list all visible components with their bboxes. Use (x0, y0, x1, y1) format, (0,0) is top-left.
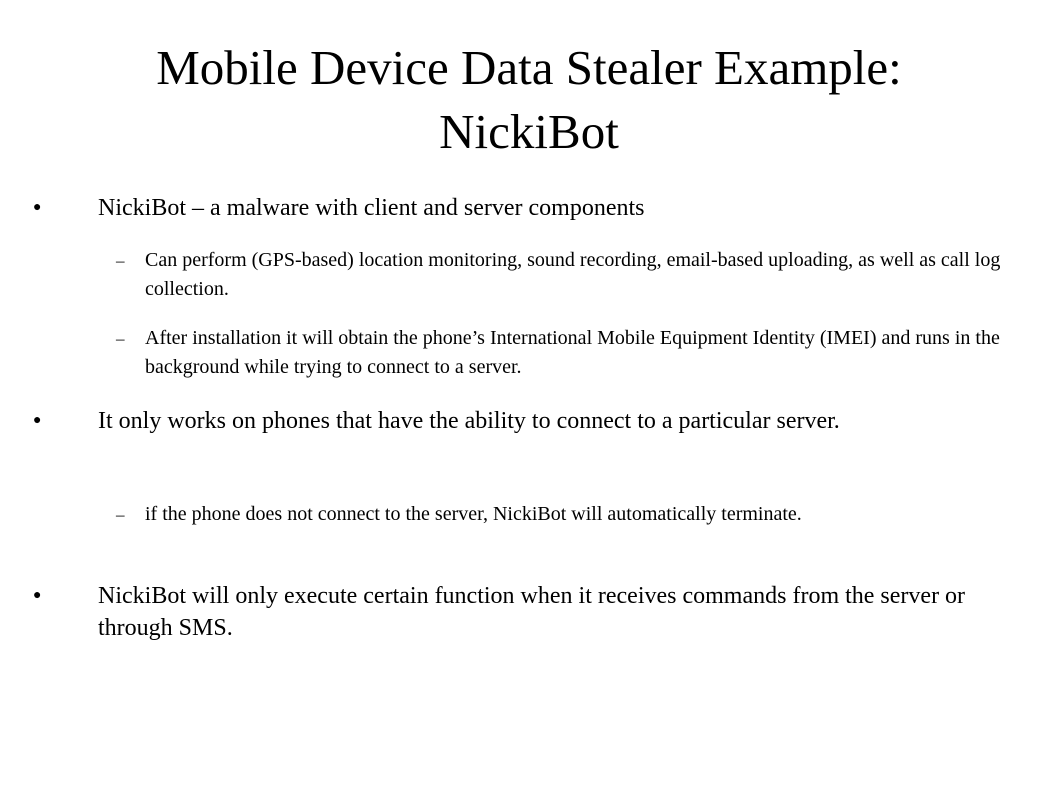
sub-bullet-item (116, 246, 1005, 304)
slide-title (40, 36, 1018, 164)
sub-bullet-item (116, 324, 1005, 382)
sub-bullet-text: After installation it will obtain the phone’s International Mobile Equipment Identity (IMEI) and runs in the background while trying to connect to a server. (145, 327, 1000, 378)
sub-bullet-item (116, 500, 1005, 529)
sub-bullet-marker: – (116, 251, 125, 270)
bullet-item (33, 405, 1018, 437)
sub-bullet-text: Can perform (GPS-based) location monitoring, sound recording, email-based uploading, as well as call log collection. (145, 249, 1001, 300)
sub-bullet-text: if the phone does not connect to the server, NickiBot will automatically terminate. (145, 503, 802, 525)
slide-title-line-2: NickiBot (439, 104, 619, 159)
bullet-text: It only works on phones that have the ability to connect to a particular server. (98, 408, 840, 434)
sub-bullet-marker: – (116, 329, 125, 348)
bullet-text: NickiBot – a malware with client and server components (98, 195, 645, 221)
bullet-text: NickiBot will only execute certain function when it receives commands from the server or through SMS. (98, 583, 966, 641)
bullet-item (33, 192, 1018, 224)
sub-bullet-marker: – (116, 505, 125, 524)
bullet-marker: ● (33, 200, 42, 215)
slide-title-line-1: Mobile Device Data Stealer Example: (156, 40, 902, 95)
bullet-marker: ● (33, 588, 42, 603)
bullet-marker: ● (33, 413, 42, 428)
bullet-item (33, 580, 1018, 644)
